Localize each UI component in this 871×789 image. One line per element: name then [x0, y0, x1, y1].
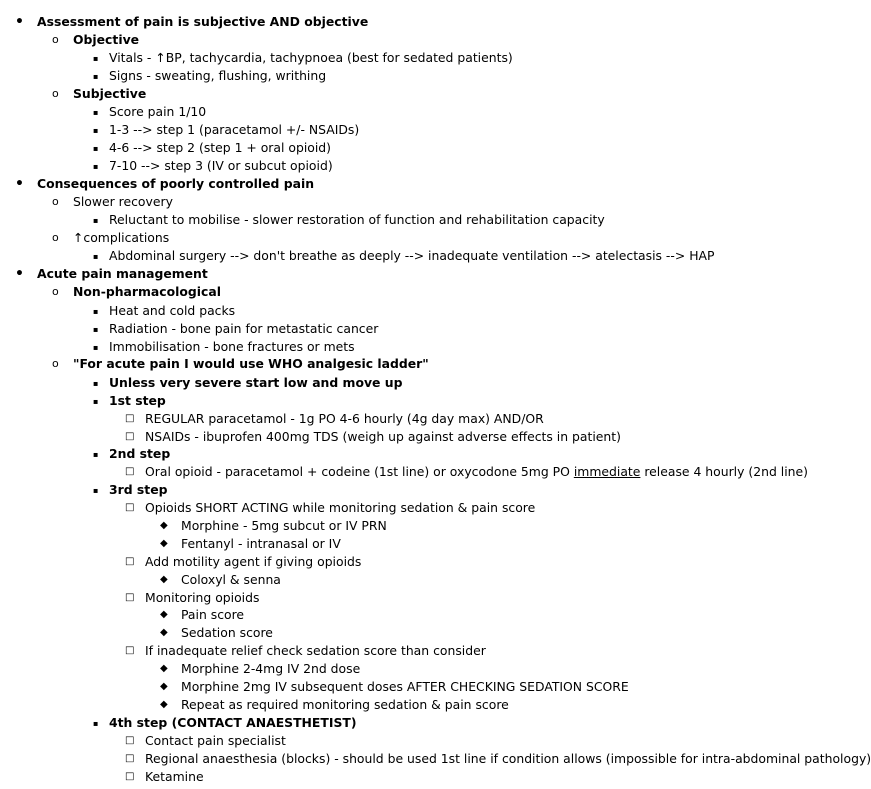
bullet-square-icon: ▪	[93, 108, 99, 117]
list-item: ◆ Pain score	[160, 607, 245, 622]
list-item: ▪ 4-6 --> step 2 (step 1 + oral opioid)	[109, 139, 331, 157]
list-item: ▪ Heat and cold packs	[109, 302, 235, 320]
bullet-box-icon: □	[125, 753, 135, 764]
bullet-square-icon: ▪	[93, 397, 99, 406]
list-item: ▪ Vitals - ↑BP, tachycardia, tachypnoea (best for sedated patients)	[109, 49, 513, 67]
list-item: ▪ Immobilisation - bone fractures or mets	[109, 338, 355, 356]
list-item: ◆ Repeat as required monitoring sedation & pain score	[160, 697, 509, 712]
bullet-square-icon: ▪	[93, 719, 99, 728]
list-item: □ Oral opioid - paracetamol + codeine (1st line) or oxycodone 5mg PO immediate release 4 hourly (2nd line)	[125, 464, 808, 479]
bullet-circle-icon: o	[52, 195, 59, 208]
bullet-box-icon: □	[125, 735, 135, 746]
bullet-diamond-icon: ◆	[160, 538, 168, 549]
list-item: o Non-pharmacological	[52, 284, 221, 299]
list-item: ◆ Morphine 2-4mg IV 2nd dose	[160, 661, 361, 676]
bullet-square-icon: ▪	[93, 54, 99, 63]
bullet-box-icon: □	[125, 556, 135, 567]
list-item: ▪ Signs - sweating, flushing, writhing	[109, 67, 326, 85]
list-item: □ Add motility agent if giving opioids	[125, 554, 362, 569]
bullet-disc-icon: •	[15, 14, 24, 30]
list-item: ▪ 4th step (CONTACT ANAESTHETIST)	[109, 714, 357, 732]
list-item: ▪ 1st step	[109, 392, 166, 410]
bullet-disc-icon: •	[15, 266, 24, 282]
bullet-square-icon: ▪	[93, 72, 99, 81]
bullet-square-icon: ▪	[93, 450, 99, 459]
bullet-diamond-icon: ◆	[160, 627, 168, 638]
list-item: o "For acute pain I would use WHO analgesic ladder"	[52, 356, 429, 371]
bullet-square-icon: ▪	[93, 379, 99, 388]
bullet-square-icon: ▪	[93, 216, 99, 225]
bullet-diamond-icon: ◆	[160, 520, 168, 531]
list-item: □ Monitoring opioids	[125, 590, 260, 605]
list-item: ◆ Coloxyl & senna	[160, 572, 281, 587]
bullet-square-icon: ▪	[93, 252, 99, 261]
bullet-diamond-icon: ◆	[160, 681, 168, 692]
bullet-box-icon: □	[125, 431, 135, 442]
list-item: □ If inadequate relief check sedation score than consider	[125, 643, 486, 658]
bullet-square-icon: ▪	[93, 126, 99, 135]
list-item: ▪ 2nd step	[109, 445, 170, 463]
bullet-box-icon: □	[125, 771, 135, 782]
list-item: o ↑complications	[52, 230, 170, 245]
bullet-square-icon: ▪	[93, 486, 99, 495]
list-item: □ Regional anaesthesia (blocks) - should be used 1st line if condition allows (impossible for intra-abdominal pathology)	[125, 751, 871, 766]
bullet-box-icon: □	[125, 413, 135, 424]
list-item: □ Ketamine	[125, 769, 204, 784]
bullet-square-icon: ▪	[93, 343, 99, 352]
bullet-circle-icon: o	[52, 357, 59, 370]
list-item: o Objective	[52, 32, 140, 47]
bullet-square-icon: ▪	[93, 325, 99, 334]
bullet-box-icon: □	[125, 466, 135, 477]
list-item: ▪ 7-10 --> step 3 (IV or subcut opioid)	[109, 157, 333, 175]
bullet-disc-icon: •	[15, 176, 24, 192]
list-item: ◆ Sedation score	[160, 625, 273, 640]
bullet-circle-icon: o	[52, 285, 59, 298]
list-item: ◆ Fentanyl - intranasal or IV	[160, 536, 341, 551]
list-item: o Slower recovery	[52, 194, 173, 209]
list-item: • Acute pain management	[15, 266, 208, 282]
list-item: □ NSAIDs - ibuprofen 400mg TDS (weigh up against adverse effects in patient)	[125, 429, 621, 444]
bullet-diamond-icon: ◆	[160, 609, 168, 620]
list-item: ▪ Radiation - bone pain for metastatic cancer	[109, 320, 378, 338]
list-item: ▪ Reluctant to mobilise - slower restoration of function and rehabilitation capacity	[109, 211, 605, 229]
bullet-circle-icon: o	[52, 231, 59, 244]
list-item: □ Contact pain specialist	[125, 733, 286, 748]
list-item: ▪ Score pain 1/10	[109, 103, 206, 121]
bullet-square-icon: ▪	[93, 144, 99, 153]
bullet-circle-icon: o	[52, 87, 59, 100]
list-item: ▪ 1-3 --> step 1 (paracetamol +/- NSAIDs)	[109, 121, 359, 139]
bullet-diamond-icon: ◆	[160, 699, 168, 710]
bullet-box-icon: □	[125, 502, 135, 513]
list-item: ▪ Unless very severe start low and move up	[109, 374, 402, 392]
list-item: □ Opioids SHORT ACTING while monitoring sedation & pain score	[125, 500, 536, 515]
list-item: o Subjective	[52, 86, 147, 101]
list-item: • Consequences of poorly controlled pain	[15, 176, 315, 192]
bullet-diamond-icon: ◆	[160, 574, 168, 585]
bullet-diamond-icon: ◆	[160, 663, 168, 674]
list-item: ▪ 3rd step	[109, 481, 168, 499]
bullet-box-icon: □	[125, 645, 135, 656]
bullet-square-icon: ▪	[93, 307, 99, 316]
list-item: ◆ Morphine 2mg IV subsequent doses AFTER CHECKING SEDATION SCORE	[160, 679, 629, 694]
underlined-text: immediate	[573, 464, 641, 479]
list-item: ◆ Morphine - 5mg subcut or IV PRN	[160, 518, 387, 533]
list-item: • Assessment of pain is subjective AND objective	[15, 14, 369, 30]
list-item: ▪ Abdominal surgery --> don't breathe as deeply --> inadequate ventilation --> atelectasis --> HAP	[109, 247, 714, 265]
list-item: □ REGULAR paracetamol - 1g PO 4-6 hourly (4g day max) AND/OR	[125, 411, 544, 426]
bullet-circle-icon: o	[52, 33, 59, 46]
bullet-square-icon: ▪	[93, 162, 99, 171]
bullet-box-icon: □	[125, 592, 135, 603]
